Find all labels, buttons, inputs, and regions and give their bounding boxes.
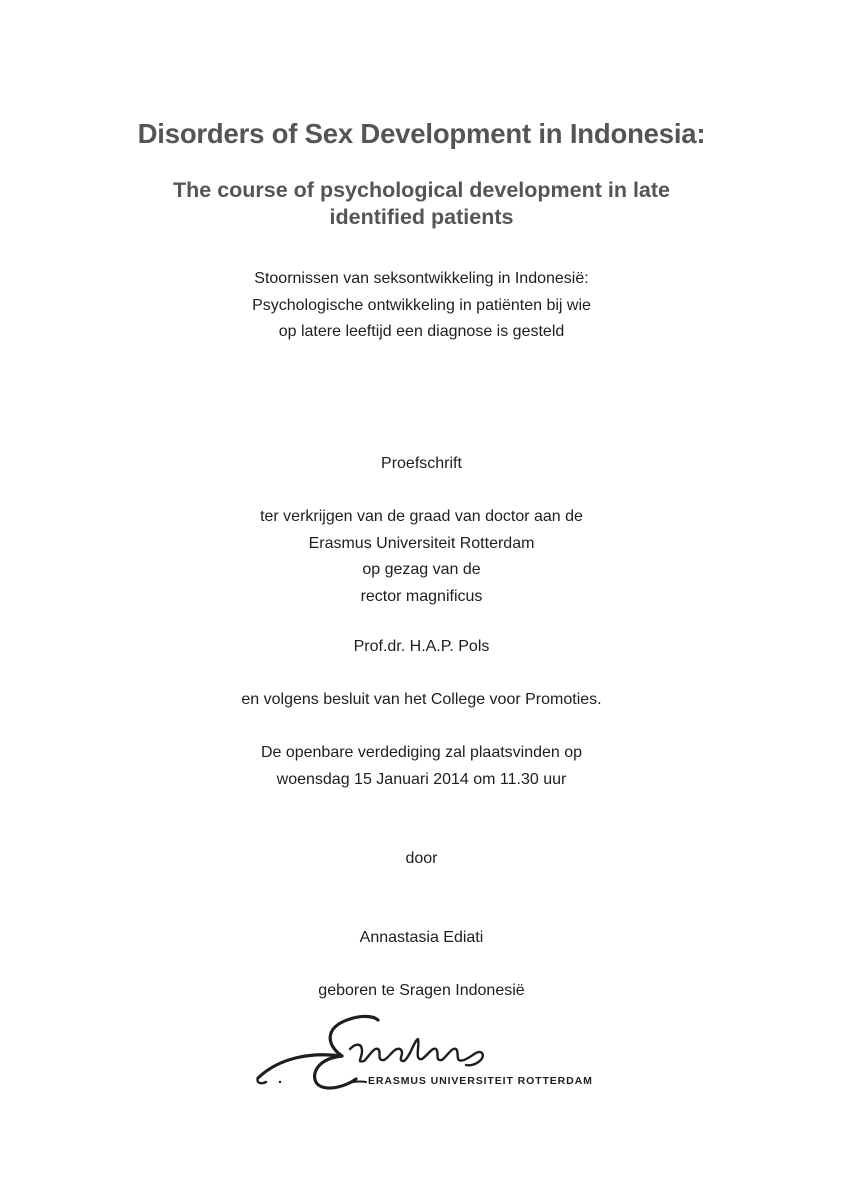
logo-university-name: ERASMUS UNIVERSITEIT ROTTERDAM (368, 1075, 593, 1087)
main-title: Disorders of Sex Development in Indonesia: (137, 118, 706, 149)
defense-statement (0, 740, 843, 793)
dutch-title (0, 266, 843, 346)
logo-dot (279, 1081, 281, 1083)
logo-tail-stroke (257, 1078, 266, 1083)
subtitle-line-1: The course of psychological development in late (173, 178, 670, 202)
degree-line-1: ter verkrijgen van de graad van doctor aan de (260, 508, 583, 525)
dutch-title-line-2: Psychologische ontwikkeling in patiënten bij wie (252, 296, 591, 314)
thesis-label: Proefschrift (381, 455, 462, 472)
subtitle-line-2: identified patients (329, 205, 514, 229)
degree-statement (0, 504, 843, 610)
dutch-title-line-1: Stoornissen van seksontwikkeling in Indonesië: (254, 270, 589, 287)
by-label: door (405, 850, 438, 867)
logo-script-letters (350, 1039, 483, 1065)
birth-place: geboren te Sragen Indonesië (318, 982, 525, 999)
rector-name: Prof.dr. H.A.P. Pols (353, 638, 490, 655)
defense-line-1: De openbare verdediging zal plaatsvinden op (260, 744, 583, 761)
college-statement: en volgens besluit van het College voor Promoties. (241, 691, 602, 708)
degree-line-3: op gezag van de (362, 561, 481, 578)
subtitle (0, 177, 843, 231)
author-name: Annastasia Ediati (359, 929, 484, 946)
degree-line-2: Erasmus Universiteit Rotterdam (308, 534, 535, 552)
degree-line-4: rector magnificus (360, 587, 483, 605)
defense-line-2: woensdag 15 Januari 2014 om 11.30 uur (276, 770, 567, 788)
dutch-title-line-3: op latere leeftijd een diagnose is gesteld (278, 323, 565, 340)
